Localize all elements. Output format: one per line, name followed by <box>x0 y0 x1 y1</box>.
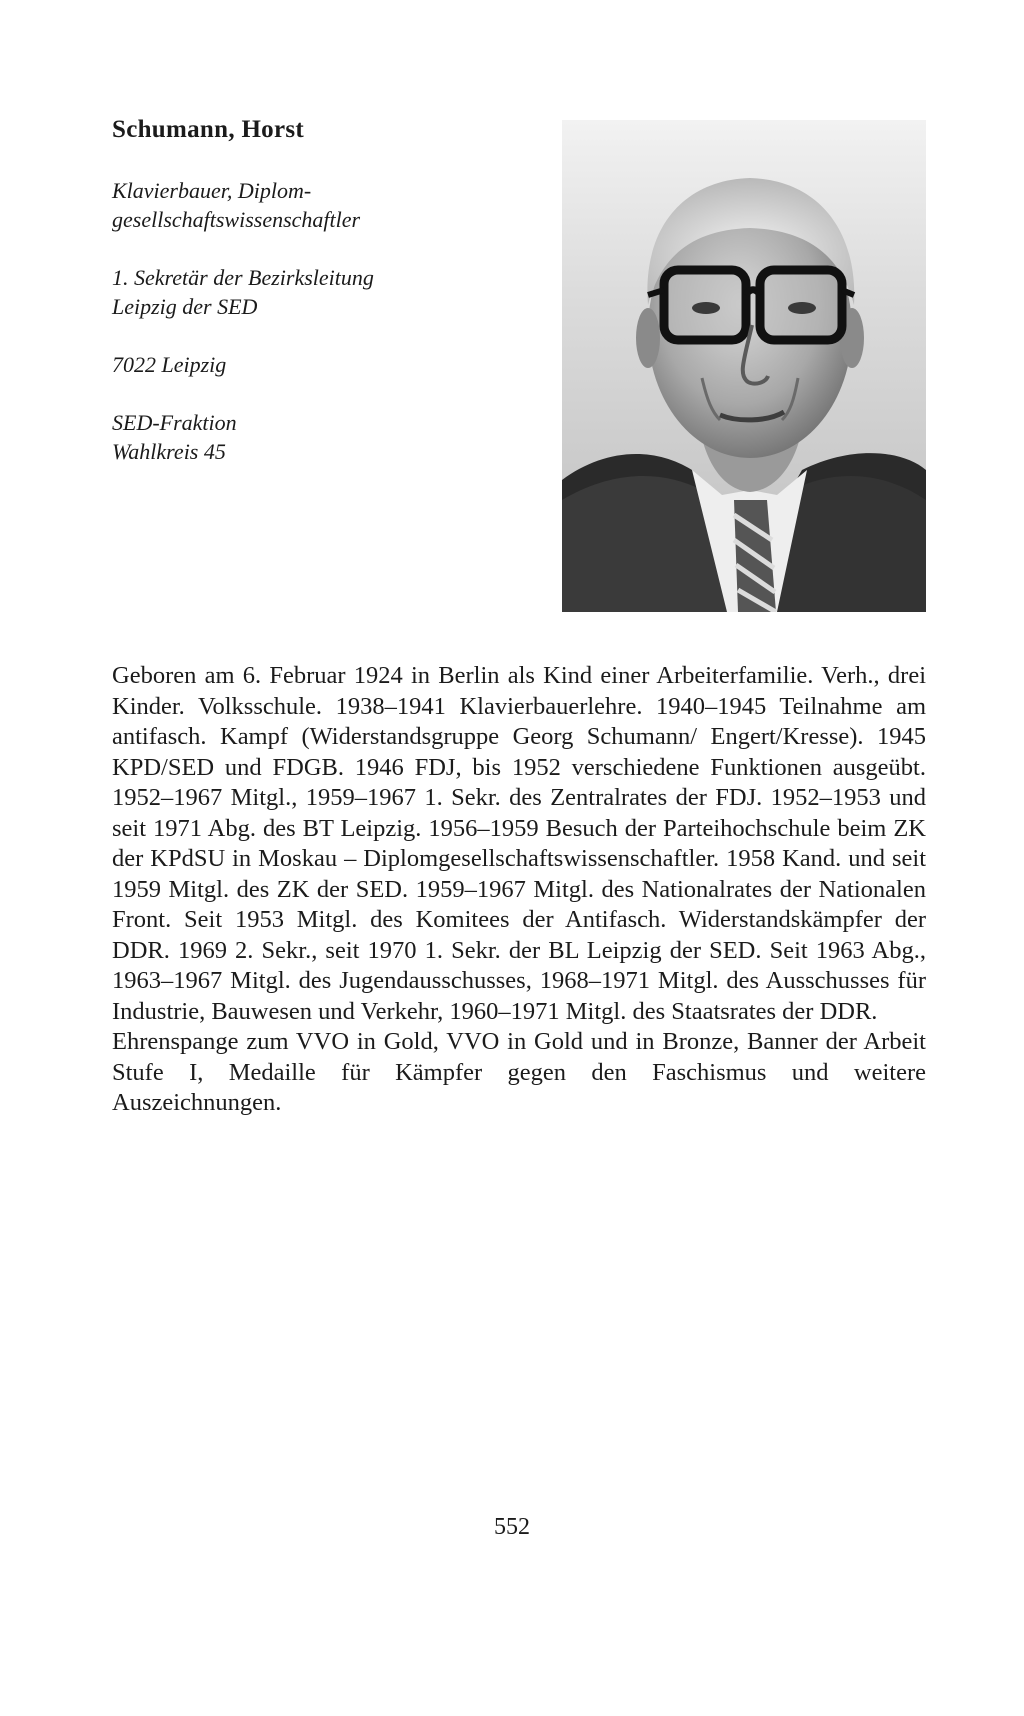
entry-faction <box>112 408 512 466</box>
biography <box>112 661 926 1119</box>
entry-profession-line: Klavierbauer, Diplom- <box>112 178 312 203</box>
entry-address <box>112 350 512 379</box>
portrait-photo <box>562 120 926 612</box>
biography-paragraph: Ehrenspange zum VVO in Gold, VVO in Gold und in Bronze, Banner der Arbeit Stufe I, Medaille für Kämpfer gegen den Faschismus und weitere Auszeichnungen. <box>112 1028 926 1116</box>
entry-position-line: 1. Sekretär der Bezirksleitung <box>112 265 374 290</box>
entry-name: Schumann, Horst <box>112 116 305 143</box>
entry-profession <box>112 176 512 234</box>
biography-paragraph: Geboren am 6. Februar 1924 in Berlin als Kind einer Arbeiterfamilie. Verh., drei Kinder. Volksschule. 1938–1941 Klavierbauerlehre. 1940–1945 Teilnahme am antifasch. Kampf (Widerstandsgruppe Georg Schumann/ Engert/Kresse). 1945 KPD/SED und FDGB. 1946 FDJ, bis 1952 verschiedene Funktionen ausgeübt. 1952–1967 Mitgl., 1959–1967 1. Sekr. des Zentralrates der FDJ. 1952–1953 und seit 1971 Abg. des BT Leipzig. 1956–1959 Besuch der Parteihochschule beim ZK der KPdSU in Moskau – Diplomgesellschaftswissenschaftler. 1958 Kand. und seit 1959 Mitgl. des ZK der SED. 1959–1967 Mitgl. des Nationalrates der Nationalen Front. Seit 1953 Mitgl. des Komitees der Antifasch. Widerstandskämpfer der DDR. 1969 2. Sekr., seit 1970 1. Sekr. der BL Leipzig der SED. Seit 1963 Abg., 1963–1967 Mitgl. des Jugendausschusses, 1968–1971 Mitgl. des Ausschusses für Industrie, Bauwesen und Verkehr, 1960–1971 Mitgl. des Staatsrates der DDR. <box>112 662 926 1025</box>
entry-position <box>112 263 512 321</box>
entry-faction-line: Wahlkreis 45 <box>112 439 226 464</box>
entry-profession-line: gesellschaftswissenschaftler <box>112 207 361 232</box>
entry-position-line: Leipzig der SED <box>112 294 258 319</box>
entry-info-block <box>112 176 512 495</box>
entry-address-line: 7022 Leipzig <box>112 352 227 377</box>
page-number: 552 <box>494 1514 530 1540</box>
entry-faction-line: SED-Fraktion <box>112 410 237 435</box>
portrait-illustration <box>562 120 926 612</box>
